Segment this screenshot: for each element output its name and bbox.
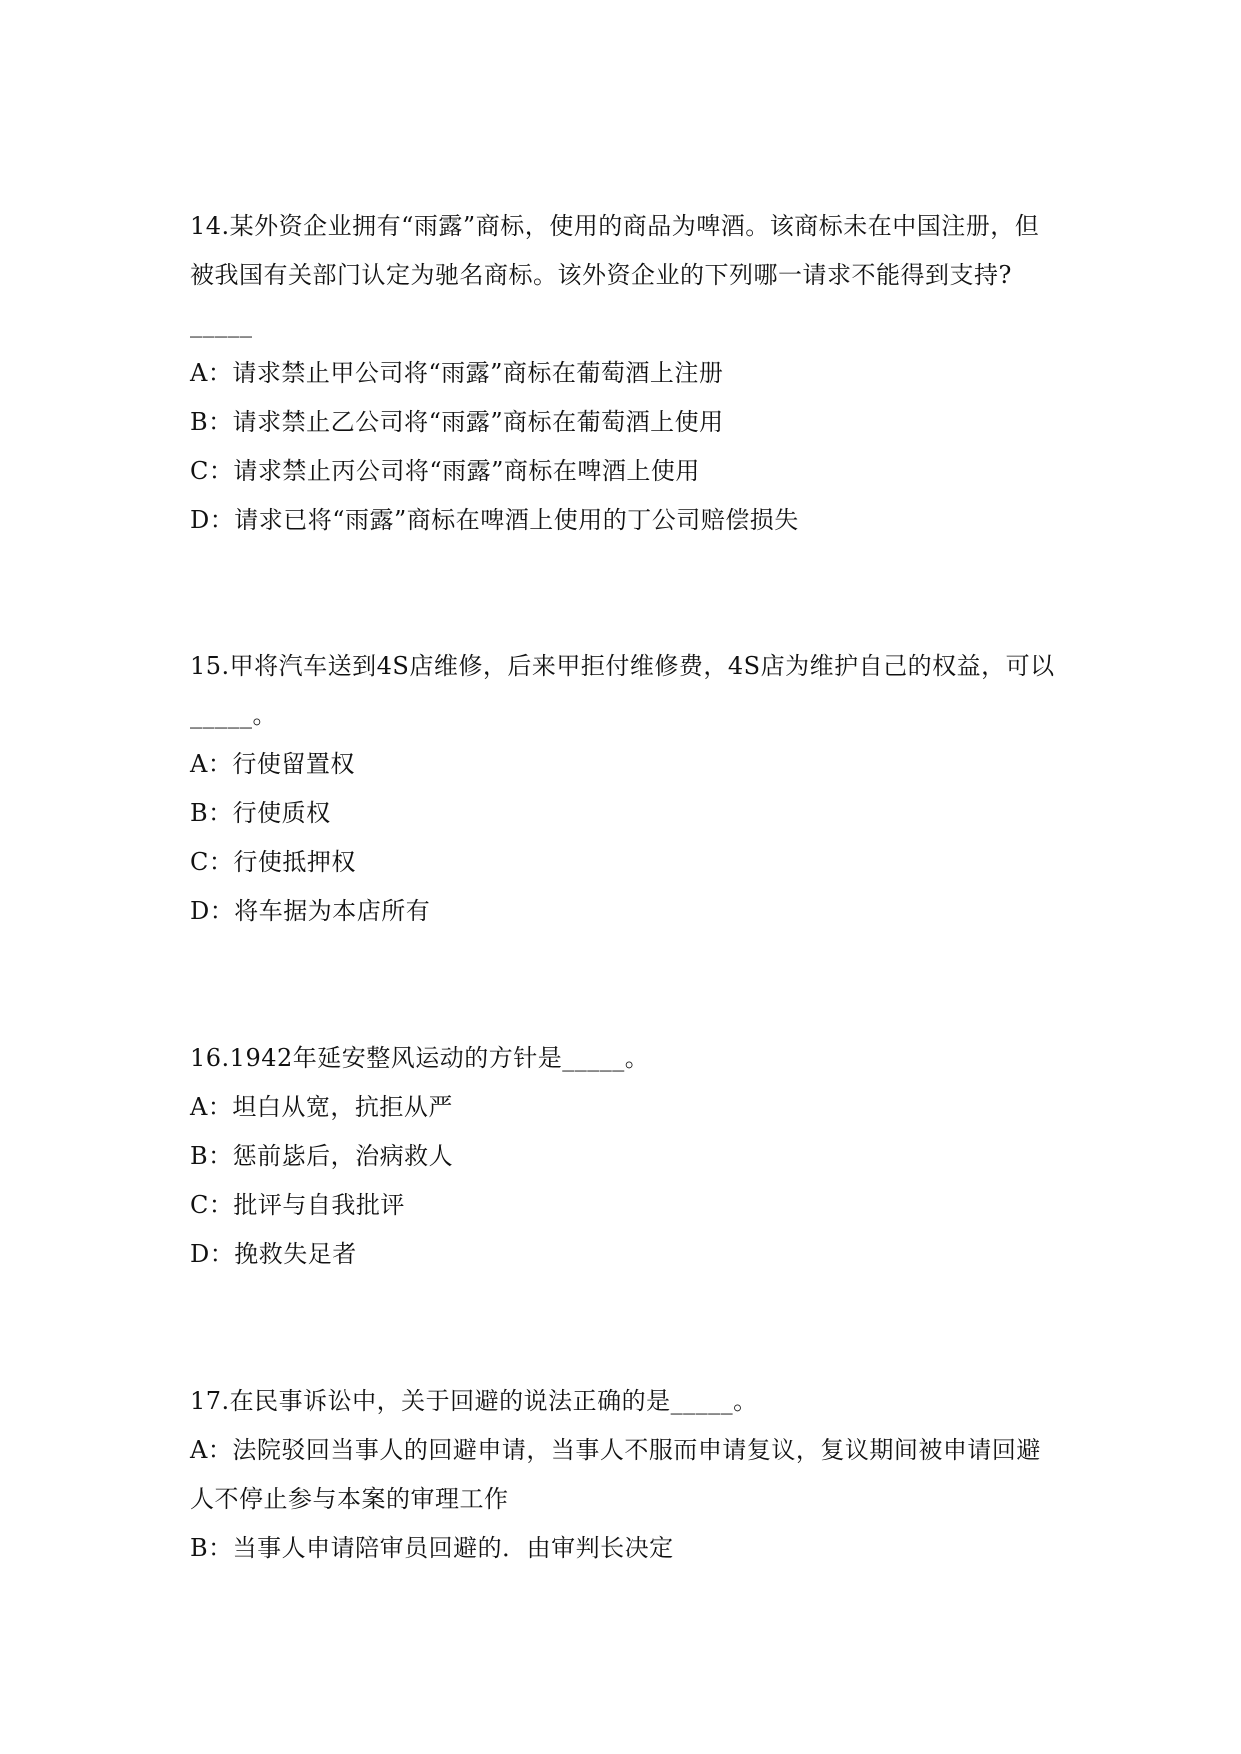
option-b: B：当事人申请陪审员回避的．由审判长决定 [190, 1534, 674, 1562]
option-d: D：挽救失足者 [190, 1240, 357, 1268]
option-b: B：请求禁止乙公司将“雨露”商标在葡萄酒上使用 [190, 408, 724, 436]
option-a: A：坦白从宽，抗拒从严 [190, 1093, 453, 1121]
option-a: A：请求禁止甲公司将“雨露”商标在葡萄酒上注册 [190, 359, 724, 387]
option-c: C：请求禁止丙公司将“雨露”商标在啤酒上使用 [190, 457, 700, 485]
question-17 [190, 1377, 1060, 1573]
option-d: D：请求已将“雨露”商标在啤酒上使用的丁公司赔偿损失 [190, 506, 799, 534]
question-stem: 14.某外资企业拥有“雨露”商标，使用的商品为啤酒。该商标未在中国注册，但被我国有关部门认定为驰名商标。该外资企业的下列哪一请求不能得到支持?_____ [190, 212, 1040, 338]
option-c: C：批评与自我批评 [190, 1191, 405, 1219]
option-d: D：将车据为本店所有 [190, 897, 431, 925]
option-b: B：惩前毖后，治病救人 [190, 1142, 454, 1170]
option-a: A：法院驳回当事人的回避申请，当事人不服而申请复议，复议期间被申请回避人不停止参与本案的审理工作 [190, 1436, 1041, 1513]
question-14 [190, 202, 1060, 545]
question-15 [190, 642, 1060, 936]
option-c: C：行使抵押权 [190, 848, 356, 876]
option-a: A：行使留置权 [190, 750, 355, 778]
question-stem: 17.在民事诉讼中，关于回避的说法正确的是_____。 [190, 1387, 758, 1415]
option-b: B：行使质权 [190, 799, 331, 827]
question-stem: 16.1942年延安整风运动的方针是_____。 [190, 1044, 650, 1072]
question-stem: 15.甲将汽车送到4S店维修，后来甲拒付维修费，4S店为维护自己的权益，可以_____。 [190, 652, 1055, 729]
question-16 [190, 1034, 1060, 1279]
